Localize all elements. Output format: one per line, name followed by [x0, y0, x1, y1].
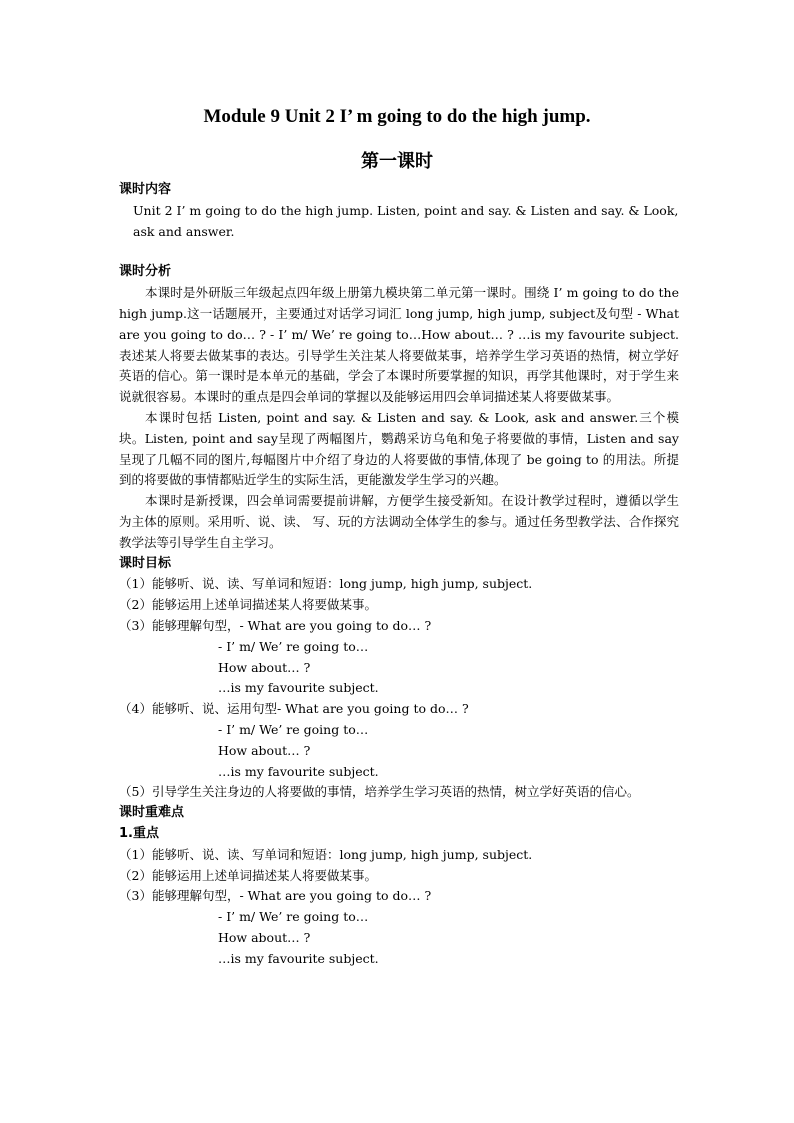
- goal-item: （1）能够听、说、读、写单词和短语：long jump, high jump, subject.: [119, 576, 533, 592]
- goal-sub-item: …is my favourite subject.: [218, 763, 379, 779]
- goal-sub-item: How about… ?: [218, 742, 311, 758]
- section-heading-goals: 课时目标: [119, 555, 172, 571]
- spacer: [119, 242, 679, 262]
- section-heading-analysis: 课时分析: [119, 264, 172, 280]
- analysis-paragraph: 本课时是外研版三年级起点四年级上册第九模块第二单元第一课时。围绕 I’ m going to do the high jump.这一话题展开，主要通过对话学习词汇 long jump, high jump, subject及句型 - What are you going to do… ? - I’ m/ We’ re going to…How about… ? …is my favourite subject. 表述某人将要去做某事的表达。引导学生关注某人将要做某事，培养学生学习英语的热情，树立学好英语的信心。第一课时是本单元的基础，学会了本课时所要掌握的知识，再学其他课时，对于学生来说就很容易。本课时的重点是四会单词的掌握以及能够运用四会单词描述某人将要做某事。: [119, 285, 679, 405]
- goal-sub-item: - I’ m/ We’ re going to…: [218, 638, 369, 654]
- analysis-paragraph: 本课时包括 Listen, point and say. & Listen and say. & Look, ask and answer.三个模块。Listen, point and say呈现了两幅图片，鹦鹉采访乌龟和兔子将要做的事情，Listen and say呈现了几幅不同的图片,每幅图片中介绍了身边的人将要做的事情,体现了 be going to 的用法。所提到的将要做的事情都贴近学生的实际生活，更能激发学生学习的兴趣。: [119, 409, 679, 488]
- goal-item: （3）能够理解句型，- What are you going to do… ?: [119, 617, 432, 633]
- section-heading-key-points: 课时重难点: [119, 805, 185, 821]
- goal-sub-item: …is my favourite subject.: [218, 680, 379, 696]
- goal-sub-item: How about… ?: [218, 659, 311, 675]
- analysis-paragraph: 本课时是新授课，四会单词需要提前讲解，方便学生接受新知。在设计教学过程时，遵循以学生为主体的原则。采用听、说、读、 写、玩的方法调动全体学生的参与。通过任务型教学法、合作探究教学法等引导学生自主学习。: [119, 493, 679, 550]
- document-body: [119, 180, 679, 969]
- goal-item: （2）能够运用上述单词描述某人将要做某事。: [119, 597, 377, 613]
- key-item: （1）能够听、说、读、写单词和短语：long jump, high jump, subject.: [119, 846, 533, 862]
- goal-item: （5）引导学生关注身边的人将要做的事情，培养学生学习英语的热情，树立学好英语的信心。: [119, 784, 640, 800]
- key-sub-item: …is my favourite subject.: [218, 950, 379, 966]
- key-item: （3）能够理解句型，- What are you going to do… ?: [119, 888, 432, 904]
- key-sub-item: - I’ m/ We’ re going to…: [218, 909, 369, 925]
- content-text: Unit 2 I’ m going to do the high jump. Listen, point and say. & Listen and say. & Look, ask and answer.: [133, 202, 679, 239]
- key-item: （2）能够运用上述单词描述某人将要做某事。: [119, 867, 377, 883]
- goal-item: （4）能够听、说、运用句型- What are you going to do… ?: [119, 701, 469, 717]
- key-points-subheading: 1.重点: [119, 825, 159, 841]
- section-heading-content: 课时内容: [119, 182, 172, 197]
- lesson-subtitle: 第一课时: [361, 151, 433, 172]
- key-sub-item: How about… ?: [218, 929, 311, 945]
- document-title: Module 9 Unit 2 I’ m going to do the high jump.: [203, 106, 591, 127]
- goal-sub-item: - I’ m/ We’ re going to…: [218, 721, 369, 737]
